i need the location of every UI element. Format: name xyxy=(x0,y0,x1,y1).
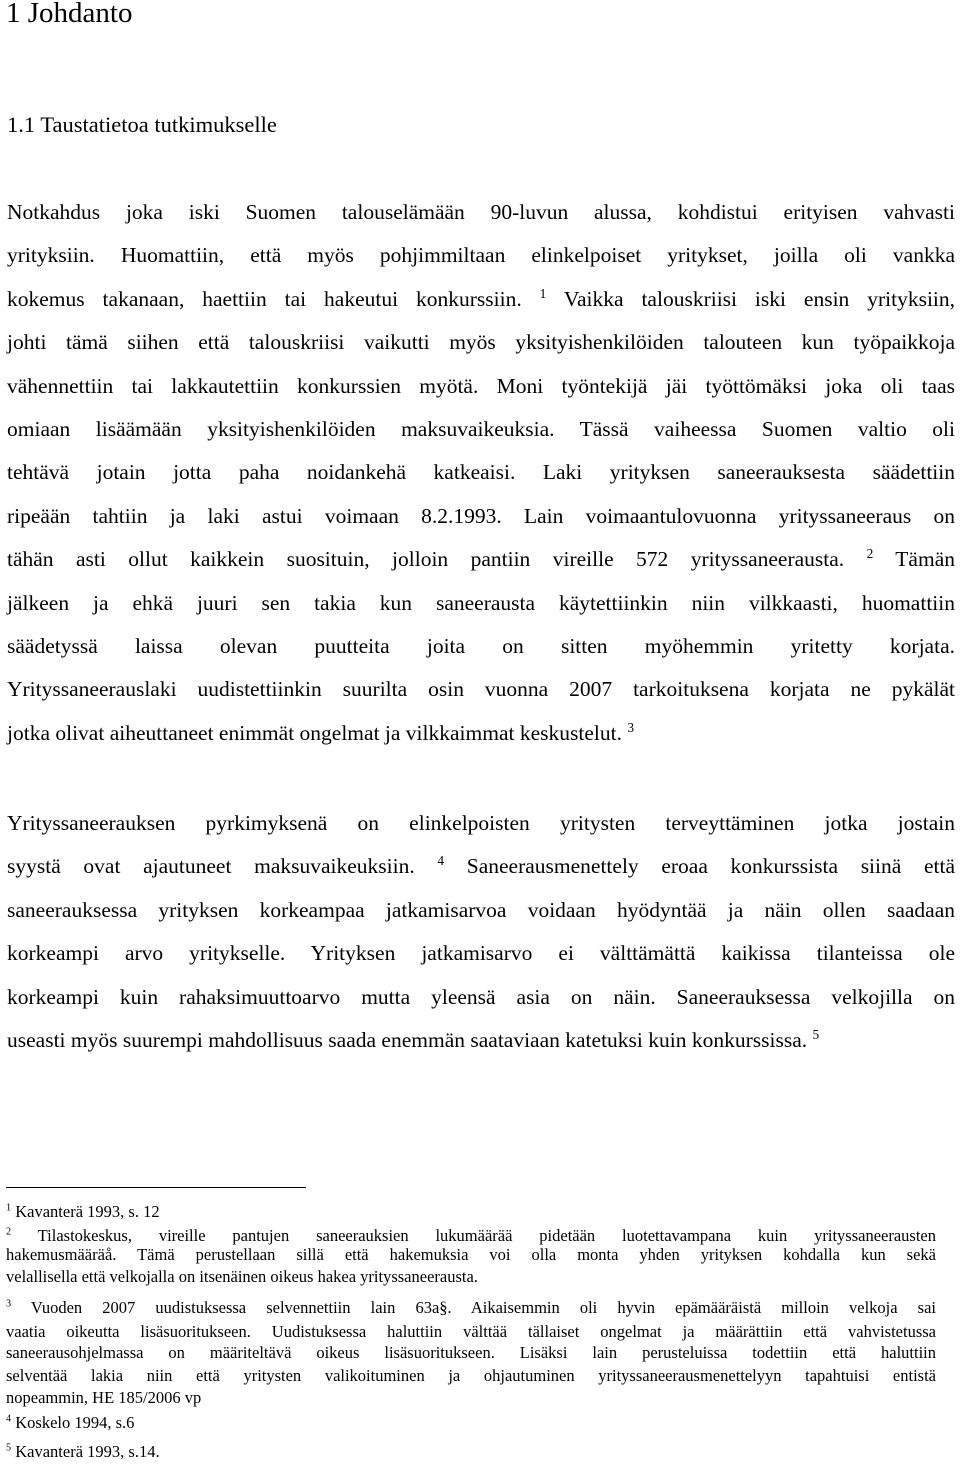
footnote-ref: 5 xyxy=(812,1026,820,1042)
paragraph2-line xyxy=(7,1025,819,1055)
chapter-heading: 1 Johdanto xyxy=(6,0,133,29)
paragraph1-line: yrityksiin. Huomattiin, että myös pohjimmiltaan elinkelpoiset yritykset, joilla oli vankka xyxy=(7,243,955,268)
footnote-ref: 3 xyxy=(627,719,635,735)
text-run: tähän asti ollut kaikkein suosituin, jolloin pantiin vireille 572 yrityssaneerausta. xyxy=(7,547,845,572)
paragraph2-line: korkeampi kuin rahaksimuuttoarvo mutta yleensä asia on näin. Saneerauksessa velkojilla on xyxy=(7,984,955,1009)
paragraph1-line: jälkeen ja ehkä juuri sen takia kun saneerausta käytettiinkin niin vilkkaasti, huomattiin xyxy=(7,590,955,615)
text-run: Vaikka talouskriisi iski ensin yrityksiin, xyxy=(546,286,956,311)
paragraph2-line xyxy=(7,851,955,881)
footnote-text: Kavanterä 1993, s.14. xyxy=(15,1442,160,1461)
footnote-line xyxy=(6,1343,936,1363)
paragraph1-line: Notkahdus joka iski Suomen talouselämään 90-luvun alussa, kohdistui erityisen vahvasti xyxy=(7,200,955,224)
footnote-text: hakemusmääräå. Tämä perustellaan sillä että hakemuksia voi olla monta yhden yrityksen kohdalla kun sekä xyxy=(6,1245,936,1264)
footnote-number: 4 xyxy=(6,1413,12,1425)
text-run: Saneerausmenettely eroaa konkurssista siinä että xyxy=(444,854,955,879)
footnote-line xyxy=(6,1226,936,1246)
footnote-separator xyxy=(6,1187,306,1188)
paragraph1-line: tehtävä jotain jotta paha noidankehä katkeaisi. Laki yrityksen saneerauksesta säädettiin xyxy=(7,460,955,485)
paragraph1-line xyxy=(7,544,955,574)
paragraph1-line: omiaan lisäämään yksityishenkilöiden maksuvaikeuksia. Tässä vaiheessa Suomen valtio oli xyxy=(7,417,955,441)
footnote-line xyxy=(6,1202,160,1222)
paragraph1-line: johti tämä siihen että talouskriisi vaikutti myös yksityishenkilöiden talouteen kun työpaikkoja xyxy=(7,330,955,355)
footnote-text: Tilastokeskus, vireille pantujen saneerauksien lukumäärää pidetään luotettavampana kuin yrityssaneerausten xyxy=(37,1226,936,1245)
footnote-text: vaatia oikeutta lisäsuoritukseen. Uudistuksessa haluttiin välttää tällaiset ongelmat ja määrättiin että vahvistetussa xyxy=(6,1322,936,1341)
paragraph2-line: saneerauksessa yrityksen korkeampaa jatkamisarvoa voidaan hyödyntää ja näin ollen saadaan xyxy=(7,897,955,922)
paragraph1-line: vähennettiin tai lakkautettiin konkurssien myötä. Moni työntekijä jäi työttömäksi joka oli taas xyxy=(7,373,955,398)
footnote-ref: 1 xyxy=(539,285,547,301)
section-heading: 1.1 Taustatietoa tutkimukselle xyxy=(7,112,277,137)
footnote-line xyxy=(6,1413,134,1433)
text-run: jotka olivat aiheuttaneet enimmät ongelmat ja vilkkaimmat keskustelut. xyxy=(7,720,622,745)
footnote-number: 5 xyxy=(6,1442,12,1454)
footnote-number: 2 xyxy=(6,1226,12,1238)
footnote-text: Koskelo 1994, s.6 xyxy=(15,1413,135,1432)
footnote-text: velallisella että velkojalla on itsenäinen oikeus hakea yrityssaneerausta. xyxy=(6,1267,478,1286)
paragraph1-line: säädetyssä laissa olevan puutteita joita on sitten myöhemmin yritetty korjata. xyxy=(7,634,955,658)
paragraph2-line: korkeampi arvo yritykselle. Yrityksen jatkamisarvo ei välttämättä kaikissa tilanteissa ole xyxy=(7,941,955,966)
footnote-text: saneerausohjelmassa on määriteltävä oikeus lisäsuoritukseen. Lisäksi lain perusteluissa todettiin että haluttiin xyxy=(6,1343,936,1362)
footnote-text: nopeammin, HE 185/2006 vp xyxy=(6,1388,202,1407)
footnote-line xyxy=(6,1298,936,1318)
footnote-ref: 4 xyxy=(437,853,445,869)
text-run: syystä ovat ajautuneet maksuvaikeuksiin. xyxy=(7,854,415,879)
text-run: kokemus takanaan, haettiin tai hakeutui konkurssiin. xyxy=(7,286,522,311)
paragraph1-line: Yrityssaneerauslaki uudistettiinkin suurilta osin vuonna 2007 tarkoituksena korjata ne pykälät xyxy=(7,677,955,702)
footnote-line xyxy=(6,1245,936,1265)
text-run: Tämän xyxy=(873,547,955,572)
footnote-number: 1 xyxy=(6,1202,12,1214)
footnote-text: selventää lakia niin että yritysten valikoituminen ja ohjautuminen yrityssaneerausmenettelyyn tapahtuisi entistä xyxy=(6,1366,936,1385)
footnote-text: Vuoden 2007 uudistuksessa selvennettiin lain 63a§. Aikaisemmin oli hyvin epämääräistä milloin velkoja sai xyxy=(30,1298,936,1317)
footnote-line xyxy=(6,1267,478,1287)
footnote-text: Kavanterä 1993, s. 12 xyxy=(15,1202,160,1221)
paragraph2-line: Yrityssaneerauksen pyrkimyksenä on elinkelpoisten yritysten terveyttäminen jotka jostain xyxy=(7,811,955,835)
paragraph1-line xyxy=(7,284,955,314)
footnote-number: 3 xyxy=(6,1298,12,1310)
footnote-ref: 2 xyxy=(866,546,874,562)
paragraph1-line xyxy=(7,718,634,748)
footnote-line xyxy=(6,1442,160,1462)
footnote-line xyxy=(6,1388,201,1408)
footnote-line xyxy=(6,1366,936,1386)
paragraph1-line: ripeään tahtiin ja laki astui voimaan 8.2.1993. Lain voimaantulovuonna yrityssaneeraus on xyxy=(7,503,955,528)
text-run: useasti myös suurempi mahdollisuus saada enemmän saataviaan katetuksi kuin konkurssissa. xyxy=(7,1028,808,1052)
footnote-line xyxy=(6,1322,936,1342)
